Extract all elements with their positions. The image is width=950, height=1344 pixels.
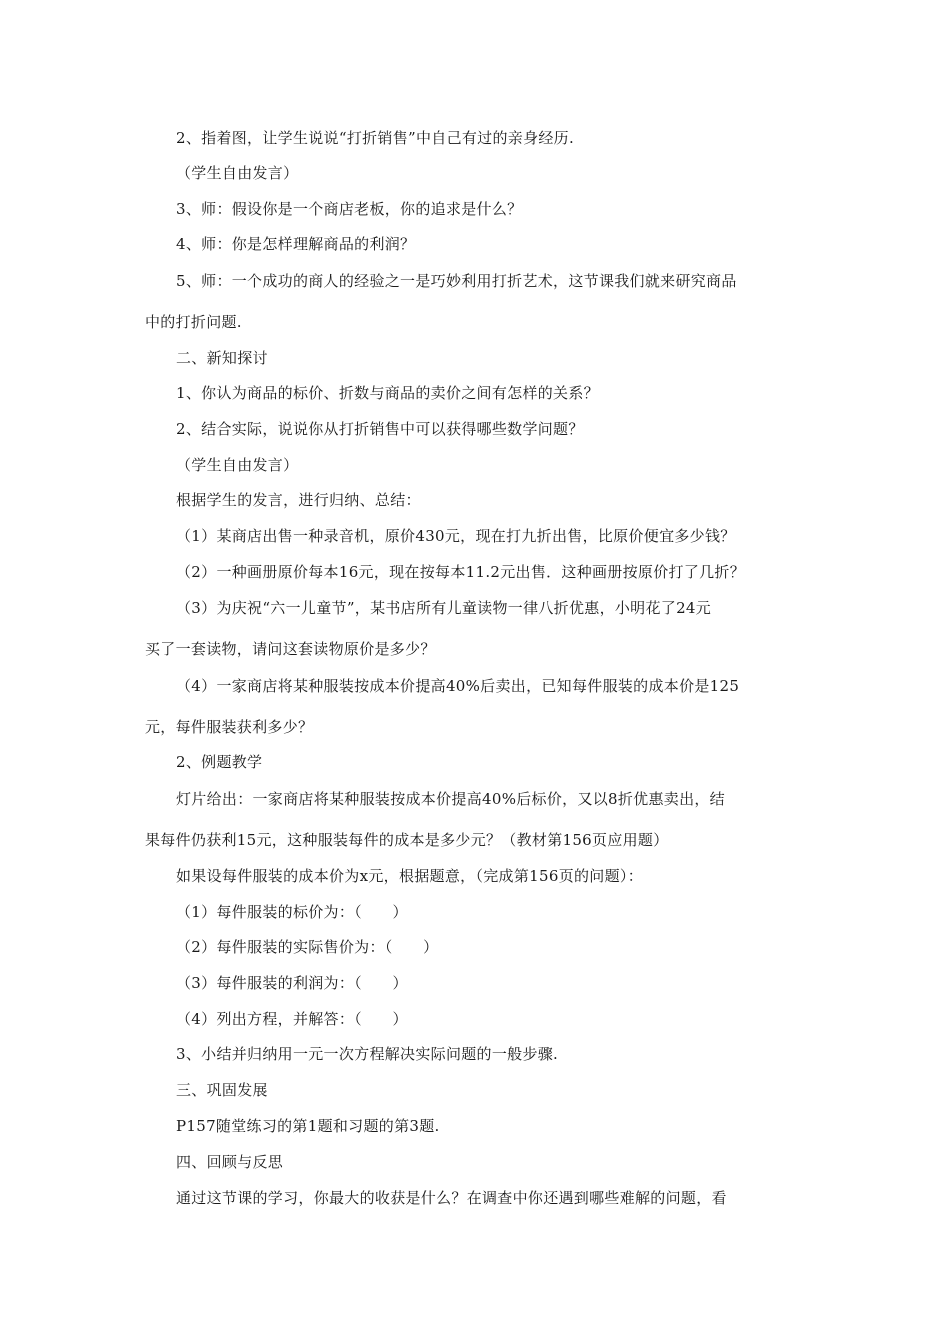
text-line: （4）一家商店将某种服装按成本价提高40%后卖出，已知每件服装的成本价是125 [176,677,740,695]
text-line: （2）每件服装的实际售价为：（ ） [176,938,439,956]
text-line: 如果设每件服装的成本价为x元，根据题意，（完成第156页的问题）： [176,867,643,885]
text-line: （2）一种画册原价每本16元，现在按每本11.2元出售．这种画册按原价打了几折？ [176,563,746,581]
text-line: 1、你认为商品的标价、折数与商品的卖价之间有怎样的关系？ [176,384,599,402]
text-line: （1）每件服装的标价为：（ ） [176,903,408,921]
text-line: 灯片给出：一家商店将某种服装按成本价提高40%后标价，又以8折优惠卖出，结 [176,790,725,808]
text-line: 5、师：一个成功的商人的经验之一是巧妙利用打折艺术，这节课我们就来研究商品 [176,272,737,290]
text-line: 2、指着图，让学生说说“打折销售”中自己有过的亲身经历. [176,129,575,147]
text-line: （学生自由发言） [176,164,299,182]
text-line: 根据学生的发言，进行归纳、总结： [176,491,421,509]
text-line: 中的打折问题. [145,313,242,331]
text-line: 元，每件服装获利多少？ [145,718,314,736]
section-heading: 二、新知探讨 [176,349,268,367]
text-line: 果每件仍获利15元，这种服装每件的成本是多少元？（教材第156页应用题） [145,831,669,849]
section-heading: 2、例题教学 [176,753,263,771]
section-heading: 四、回顾与反思 [176,1153,284,1171]
text-line: 3、小结并归纳用一元一次方程解决实际问题的一般步骤. [176,1045,559,1063]
text-line: （3）为庆祝“六一儿童节”，某书店所有儿童读物一律八折优惠，小明花了24元 [176,599,712,617]
text-line: （1）某商店出售一种录音机，原价430元，现在打九折出售，比原价便宜多少钱？ [176,527,736,545]
text-line: 3、师：假设你是一个商店老板，你的追求是什么？ [176,200,523,218]
text-line: 买了一套读物，请问这套读物原价是多少？ [145,640,436,658]
text-line: 通过这节课的学习，你最大的收获是什么？在调查中你还遇到哪些难解的问题，看 [176,1189,727,1207]
text-line: （4）列出方程，并解答：（ ） [176,1010,408,1028]
text-line: 4、师：你是怎样理解商品的利润？ [176,235,416,253]
text-line: （3）每件服装的利润为：（ ） [176,974,408,992]
text-line: （学生自由发言） [176,456,299,474]
text-line: 2、结合实际，说说你从打折销售中可以获得哪些数学问题？ [176,420,584,438]
text-line: P157随堂练习的第1题和习题的第3题. [176,1117,440,1135]
section-heading: 三、巩固发展 [176,1081,268,1099]
